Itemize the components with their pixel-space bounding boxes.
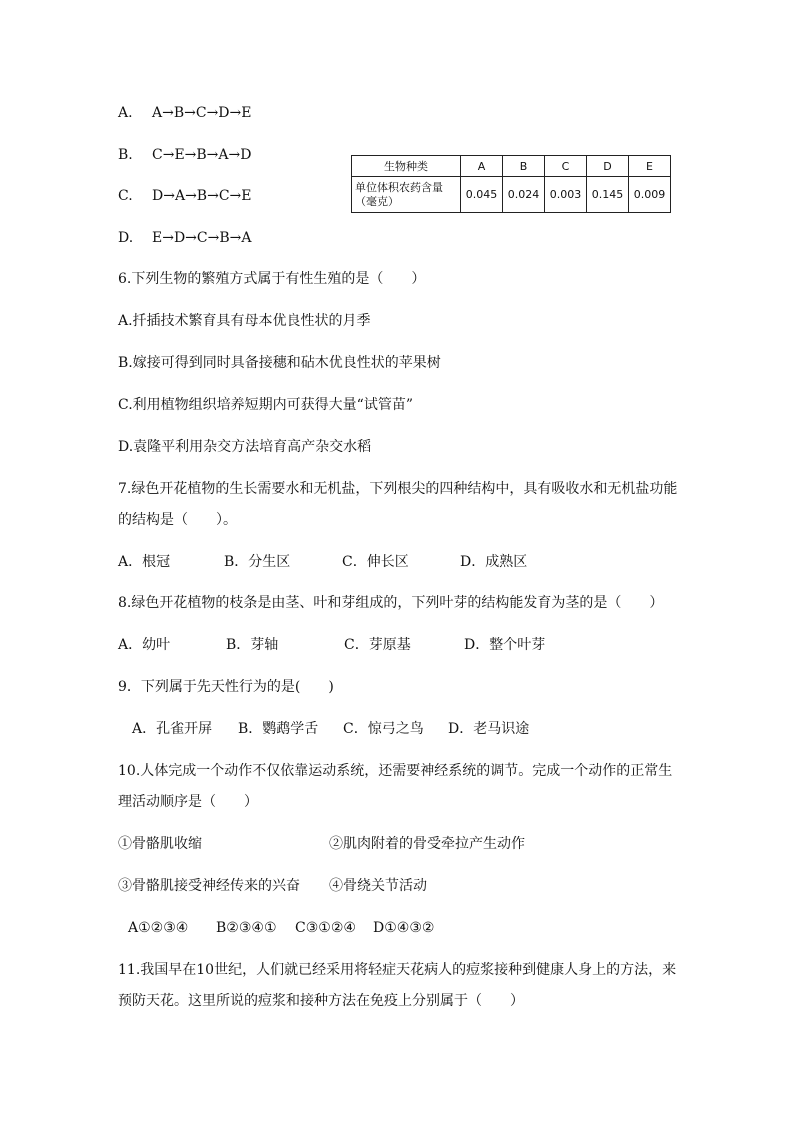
q10-item-1: ①骨骼肌收缩 [118, 836, 202, 852]
q7-stem-line2: 的结构是（ ）。 [118, 512, 237, 528]
option-letter: A. [118, 105, 133, 121]
q9-option-b: B．鹦鹉学舌 [238, 721, 319, 737]
option-sequence: D→A→B→C→E [152, 188, 252, 204]
q10-item-2: ②肌肉附着的骨受牵拉产生动作 [329, 836, 525, 852]
q11-stem-line1: 11.我国早在10世纪，人们就已经采用将轻症天花病人的痘浆接种到健康人身上的方法，来 [118, 962, 677, 978]
q10-option-c: C③①②④ [295, 920, 356, 936]
option-letter: B. [118, 147, 133, 163]
q6-option-a: A.扦插技术繁育具有母本优良性状的月季 [118, 313, 371, 329]
q9-stem: 9．下列属于先天性行为的是( ) [118, 679, 334, 695]
option-sequence: A→B→C→D→E [152, 105, 252, 121]
q8-option-d: D．整个叶芽 [464, 637, 546, 653]
q5-option-d [118, 229, 251, 247]
q6-stem: 6.下列生物的繁殖方式属于有性生殖的是（ ） [118, 271, 426, 287]
table-header-row [352, 156, 671, 177]
q10-item-3: ③骨骼肌接受神经传来的兴奋 [118, 878, 300, 894]
table-cell: 0.009 [629, 177, 671, 213]
table-cell: 0.024 [503, 177, 545, 213]
q6-option-c: C.利用植物组织培养短期内可获得大量“试管苗” [118, 397, 413, 413]
q10-item-4: ④骨绕关节活动 [329, 878, 427, 894]
option-sequence: C→E→B→A→D [152, 147, 252, 163]
option-letter: C. [118, 188, 133, 204]
pesticide-table [351, 155, 671, 213]
q7-option-d: D．成熟区 [460, 554, 528, 570]
q8-option-b: B．芽轴 [226, 637, 279, 653]
q9-option-c: C．惊弓之鸟 [343, 721, 424, 737]
table-cell: 0.145 [587, 177, 629, 213]
table-cell: 0.003 [545, 177, 587, 213]
option-letter: D. [118, 230, 134, 246]
q10-option-a: A①②③④ [128, 920, 189, 936]
q10-option-b: B②③④① [216, 920, 277, 936]
q7-option-b: B．分生区 [224, 554, 291, 570]
table-header-label: 生物种类 [352, 156, 461, 177]
table-header-cell: A [461, 156, 503, 177]
table-header-cell: B [503, 156, 545, 177]
q5-option-a [118, 104, 251, 122]
q10-option-d: D①④③② [373, 920, 435, 936]
table-header-cell: E [629, 156, 671, 177]
table-header-cell: D [587, 156, 629, 177]
q8-option-a: A．幼叶 [118, 637, 171, 653]
q9-option-a: A．孔雀开屏 [132, 721, 213, 737]
q7-option-c: C．伸长区 [342, 554, 409, 570]
table-row-label: 单位体积农药含量（毫克） [352, 177, 461, 213]
q9-option-d: D．老马识途 [448, 721, 530, 737]
q11-stem-line2: 预防天花。这里所说的痘浆和接种方法在免疫上分别属于（ ） [118, 993, 524, 1009]
table-cell: 0.045 [461, 177, 503, 213]
q6-option-b: B.嫁接可得到同时具备接穗和砧木优良性状的苹果树 [118, 355, 441, 371]
option-sequence: E→D→C→B→A [152, 230, 252, 246]
q5-option-c [118, 187, 251, 205]
q7-option-a: A．根冠 [118, 554, 171, 570]
q8-option-c: C．芽原基 [344, 637, 411, 653]
q10-stem-line2: 理活动顺序是（ ） [118, 794, 258, 810]
table-header-cell: C [545, 156, 587, 177]
table-row [352, 177, 671, 213]
q5-option-b [118, 146, 251, 164]
q7-stem-line1: 7.绿色开花植物的生长需要水和无机盐，下列根尖的四种结构中，具有吸收水和无机盐功能 [118, 481, 678, 497]
q8-stem: 8.绿色开花植物的枝条是由茎、叶和芽组成的，下列叶芽的结构能发育为茎的是（ ） [118, 595, 664, 611]
q10-stem-line1: 10.人体完成一个动作不仅依靠运动系统，还需要神经系统的调节。完成一个动作的正常生 [118, 763, 673, 779]
q6-option-d: D.袁隆平利用杂交方法培育高产杂交水稻 [118, 439, 372, 455]
